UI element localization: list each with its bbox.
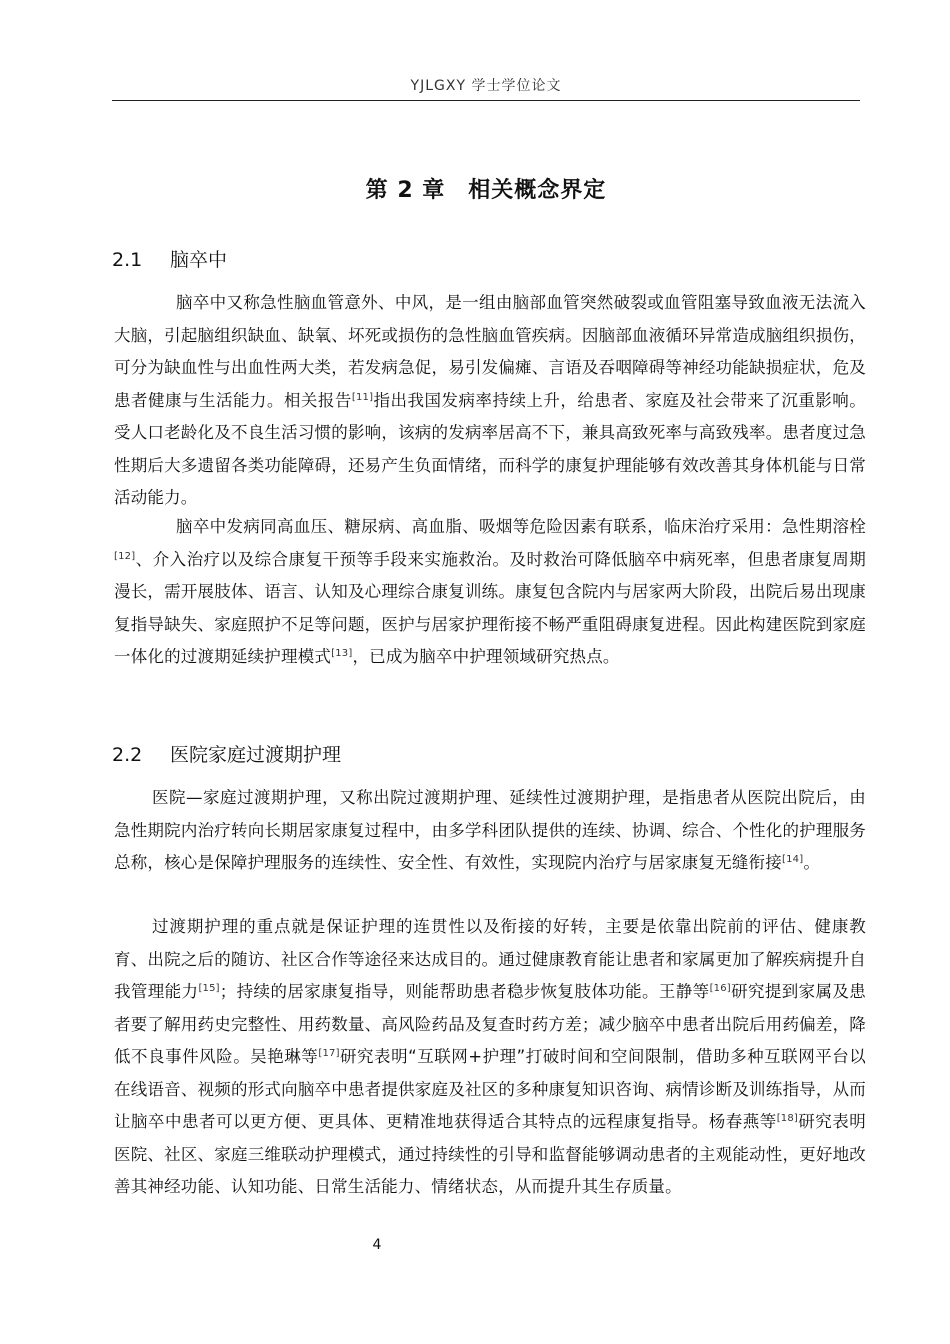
paragraph-text: 指出我国发病率持续上升，给患者、家庭及社会带来了沉重影响。受人口老龄化及不良生活习惯的影响，该病的发病率居高不下，兼具高致死率与高致残率。患者度过急性期后大多遗留各类功能障碍，还易产生负面情绪，而科学的康复护理能够有效改善其身体机能与日常活动能力。 (114, 390, 866, 507)
citation-marker: [13] (331, 648, 353, 659)
section-number: 2.2 (112, 744, 143, 766)
section-heading-2-1 (112, 245, 227, 272)
paragraph (114, 782, 866, 880)
chapter-title: 第 2 章 相关概念界定 (365, 178, 607, 203)
paragraph-text: 研究表明“互联网+护理”打破时间和空间限制，借助多种互联网平台以在线语音、视频的形式向脑卒中患者提供家庭及社区的多种康复知识咨询、病情诊断及训练指导，从而让脑卒中患者可以更方便、更具体、更精准地获得适合其特点的远程康复指导。杨春燕等 (114, 1047, 866, 1131)
citation-marker: [12] (114, 550, 136, 562)
paragraph-text: 过渡期护理的重点就是保证护理的连贯性以及衔接的好转，主要是依靠出院前的评估、健康教育、出院之后的随访、社区合作等途径来达成目的。通过健康教育能让患者和家属更加了解疾病提升自我管理能力 (114, 917, 866, 1001)
section-title: 医院家庭过渡期护理 (170, 744, 342, 766)
header-rule (112, 100, 860, 101)
paragraph (114, 511, 866, 674)
citation-marker: [16] (709, 983, 731, 994)
paragraph-text: ，已成为脑卒中护理领域研究热点。 (352, 647, 620, 666)
paragraph-text: 研究提到家属及患者要了解用药史完整性、用药数量、高风险药品及复查时药方差；减少脑卒中患者出院后用药偏差，降低不良事件风险。吴艳琳等 (114, 982, 866, 1066)
paragraph-text: ；持续的居家康复指导，则能帮助患者稳步恢复肢体功能。王静等 (219, 982, 710, 1001)
paragraph (114, 911, 866, 1204)
paragraph-text: 研究表明医院、社区、家庭三维联动护理模式，通过持续性的引导和监督能够调动患者的主观能动性，更好地改善其神经功能、认知功能、日常生活能力、情绪状态，从而提升其生存质量。 (114, 1112, 866, 1196)
paragraph-text: 医院—家庭过渡期护理，又称出院过渡期护理、延续性过渡期护理，是指患者从医院出院后，由急性期院内治疗转向长期居家康复过程中，由多学科团队提供的连续、协调、综合、个性化的护理服务总称，核心是保障护理服务的连续性、安全性、有效性，实现院内治疗与居家康复无缝衔接 (114, 788, 866, 872)
citation-marker: [14] (782, 854, 804, 865)
paragraph-text: 。 (803, 853, 821, 872)
citation-marker: [18] (776, 1113, 799, 1124)
citation-marker: [15] (198, 983, 220, 994)
section-number: 2.1 (112, 249, 143, 271)
paragraph-text: 脑卒中发病同高血压、糖尿病、高血脂、吸烟等危险因素有联系，临床治疗采用：急性期溶栓 (176, 517, 866, 536)
citation-marker: [11] (351, 391, 374, 403)
paragraph-text: 、介入治疗以及综合康复干预等手段来实施救治。及时救治可降低脑卒中病死率，但患者康复周期漫长，需开展肢体、语言、认知及心理综合康复训练。康复包含院内与居家两大阶段，出院后易出现康复指导缺失、家庭照护不足等问题，医护与居家护理衔接不畅严重阻碍康复进程。因此构建医院到家庭一体化的过渡期延续护理模式 (114, 549, 866, 666)
section-heading-2-2 (112, 740, 341, 767)
paragraph (114, 287, 866, 515)
section-title: 脑卒中 (170, 249, 228, 271)
page-number: 4 (372, 1237, 382, 1253)
paragraph-text: 脑卒中又称急性脑血管意外、中风，是一组由脑部血管突然破裂或血管阻塞导致血液无法流入大脑，引起脑组织缺血、缺氧、坏死或损伤的急性脑血管疾病。因脑部血液循环异常造成脑组织损伤，可分为缺血性与出血性两大类，若发病急促，易引发偏瘫、言语及吞咽障碍等神经功能缺损症状，危及患者健康与生活能力。相关报告 (114, 293, 866, 410)
running-header: YJLGXY 学士学位论文 (410, 78, 562, 94)
citation-marker: [17] (318, 1048, 340, 1059)
